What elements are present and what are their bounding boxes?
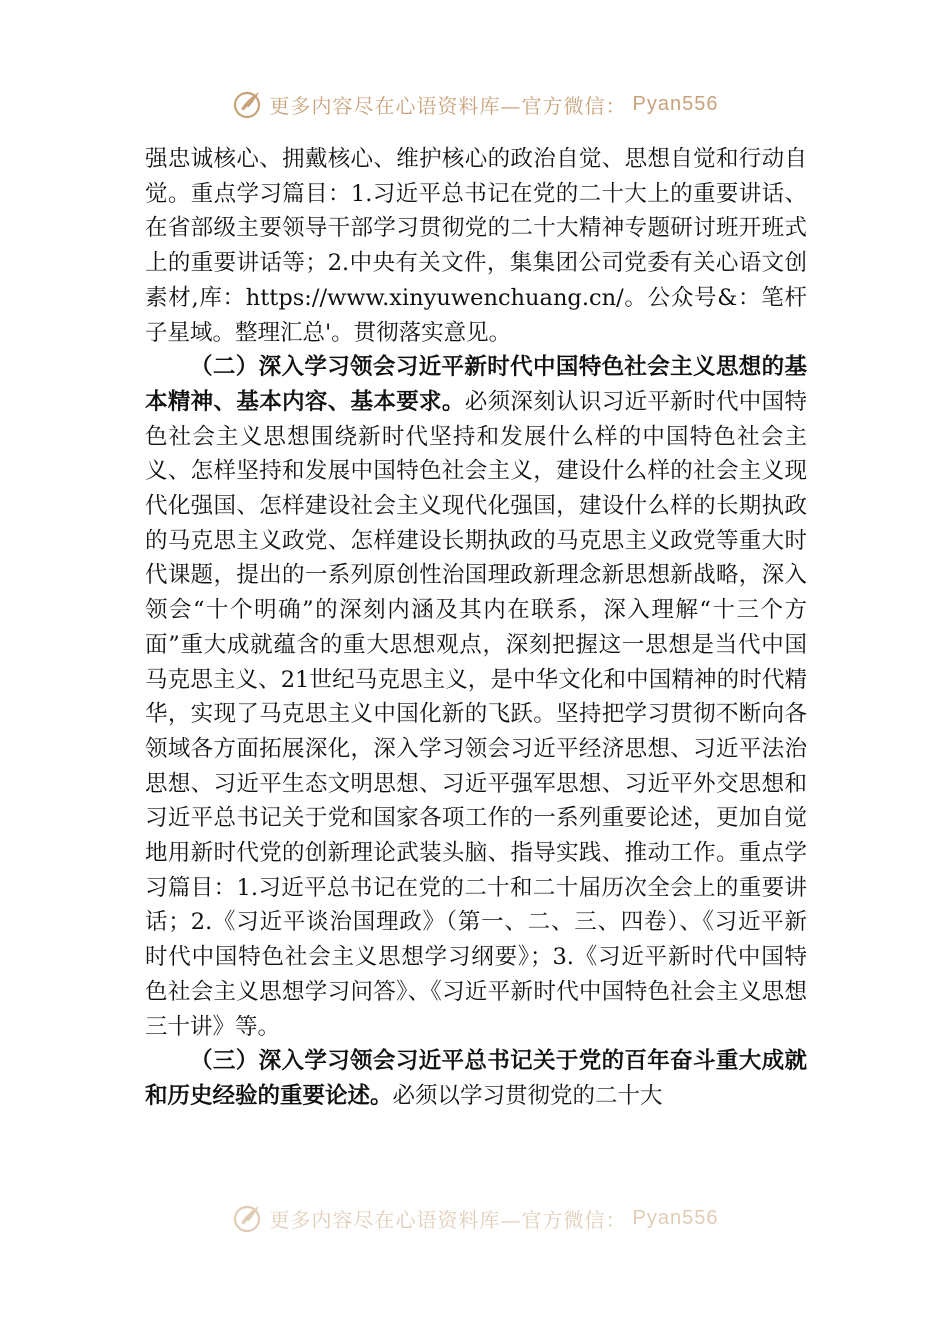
section-heading-3: （三）深入学习领会习近平总书记关于党的百年奋斗重大成就和历史经验的重要论述。 [145, 1048, 807, 1109]
watermark-id: Pyan556 [632, 1206, 719, 1229]
paragraph-1 [145, 142, 807, 350]
header-watermark [0, 84, 950, 124]
watermark-id: Pyan556 [632, 92, 719, 115]
paragraph-2 [145, 350, 807, 1044]
paragraph-2-text: 必须深刻认识习近平新时代中国特色社会主义思想围绕新时代坚持和发展什么样的中国特色社会主义、怎样坚持和发展中国特色社会主义，建设什么样的社会主义现代化强国、怎样建设社会主义现代化强国，建设什么样的长期执政的马克思主义政党、怎样建设长期执政的马克思主义政党等重大时代课题，提出的一系列原创性治国理政新理念新思想新战略，深入领会“十个明确”的深刻内涵及其内在联系，深入理解“十三个方面”重大成就蕴含的重大思想观点，深刻把握这一思想是当代中国马克思主义、21世纪马克思主义，是中华文化和中国精神的时代精华，实现了马克思主义中国化新的飞跃。坚持把学习贯彻不断向各领域各方面拓展深化，深入学习领会习近平经济思想、习近平法治思想、习近平生态文明思想、习近平强军思想、习近平外交思想和习近平总书记关于党和国家各项工作的一系列重要论述，更加自觉地用新时代党的创新理论武装头脑、指导实践、推动工作。重点学习篇目：1.习近平总书记在党的二十和二十届历次全会上的重要讲话；2.《习近平谈治国理政》（第一、二、三、四卷）、《习近平新时代中国特色社会主义思想学习纲要》；3.《习近平新时代中国特色社会主义思想学习问答》、《习近平新时代中国特色社会主义思想三十讲》等。 [145, 388, 807, 1040]
paragraph-3 [145, 1044, 807, 1113]
section-heading-2: （二）深入学习领会习近平新时代中国特色社会主义思想的基本精神、基本内容、基本要求。 [145, 354, 807, 415]
paragraph-1-text: 强忠诚核心、拥戴核心、维护核心的政治自觉、思想自觉和行动自觉。重点学习篇目：1.习近平总书记在党的二十大上的重要讲话、在省部级主要领导干部学习贯彻党的二十大精神专题研讨班开班式上的重要讲话等；2.中央有关文件，集集团公司党委有关心语文创素材,库：https://www.xinyuwenchuang.cn/。公众号&：笔杆子星域。整理汇总'。贯彻落实意见。 [145, 146, 807, 346]
paragraph-3-text: 必须以学习贯彻党的二十大 [392, 1082, 663, 1109]
watermark-text: 更多内容尽在心语资料库—官方微信： [269, 93, 627, 118]
footer-watermark [0, 1198, 950, 1238]
document-body [145, 142, 807, 1114]
watermark-text: 更多内容尽在心语资料库—官方微信： [269, 1207, 627, 1232]
quill-seal-icon [232, 1201, 266, 1235]
quill-seal-icon [232, 87, 266, 121]
